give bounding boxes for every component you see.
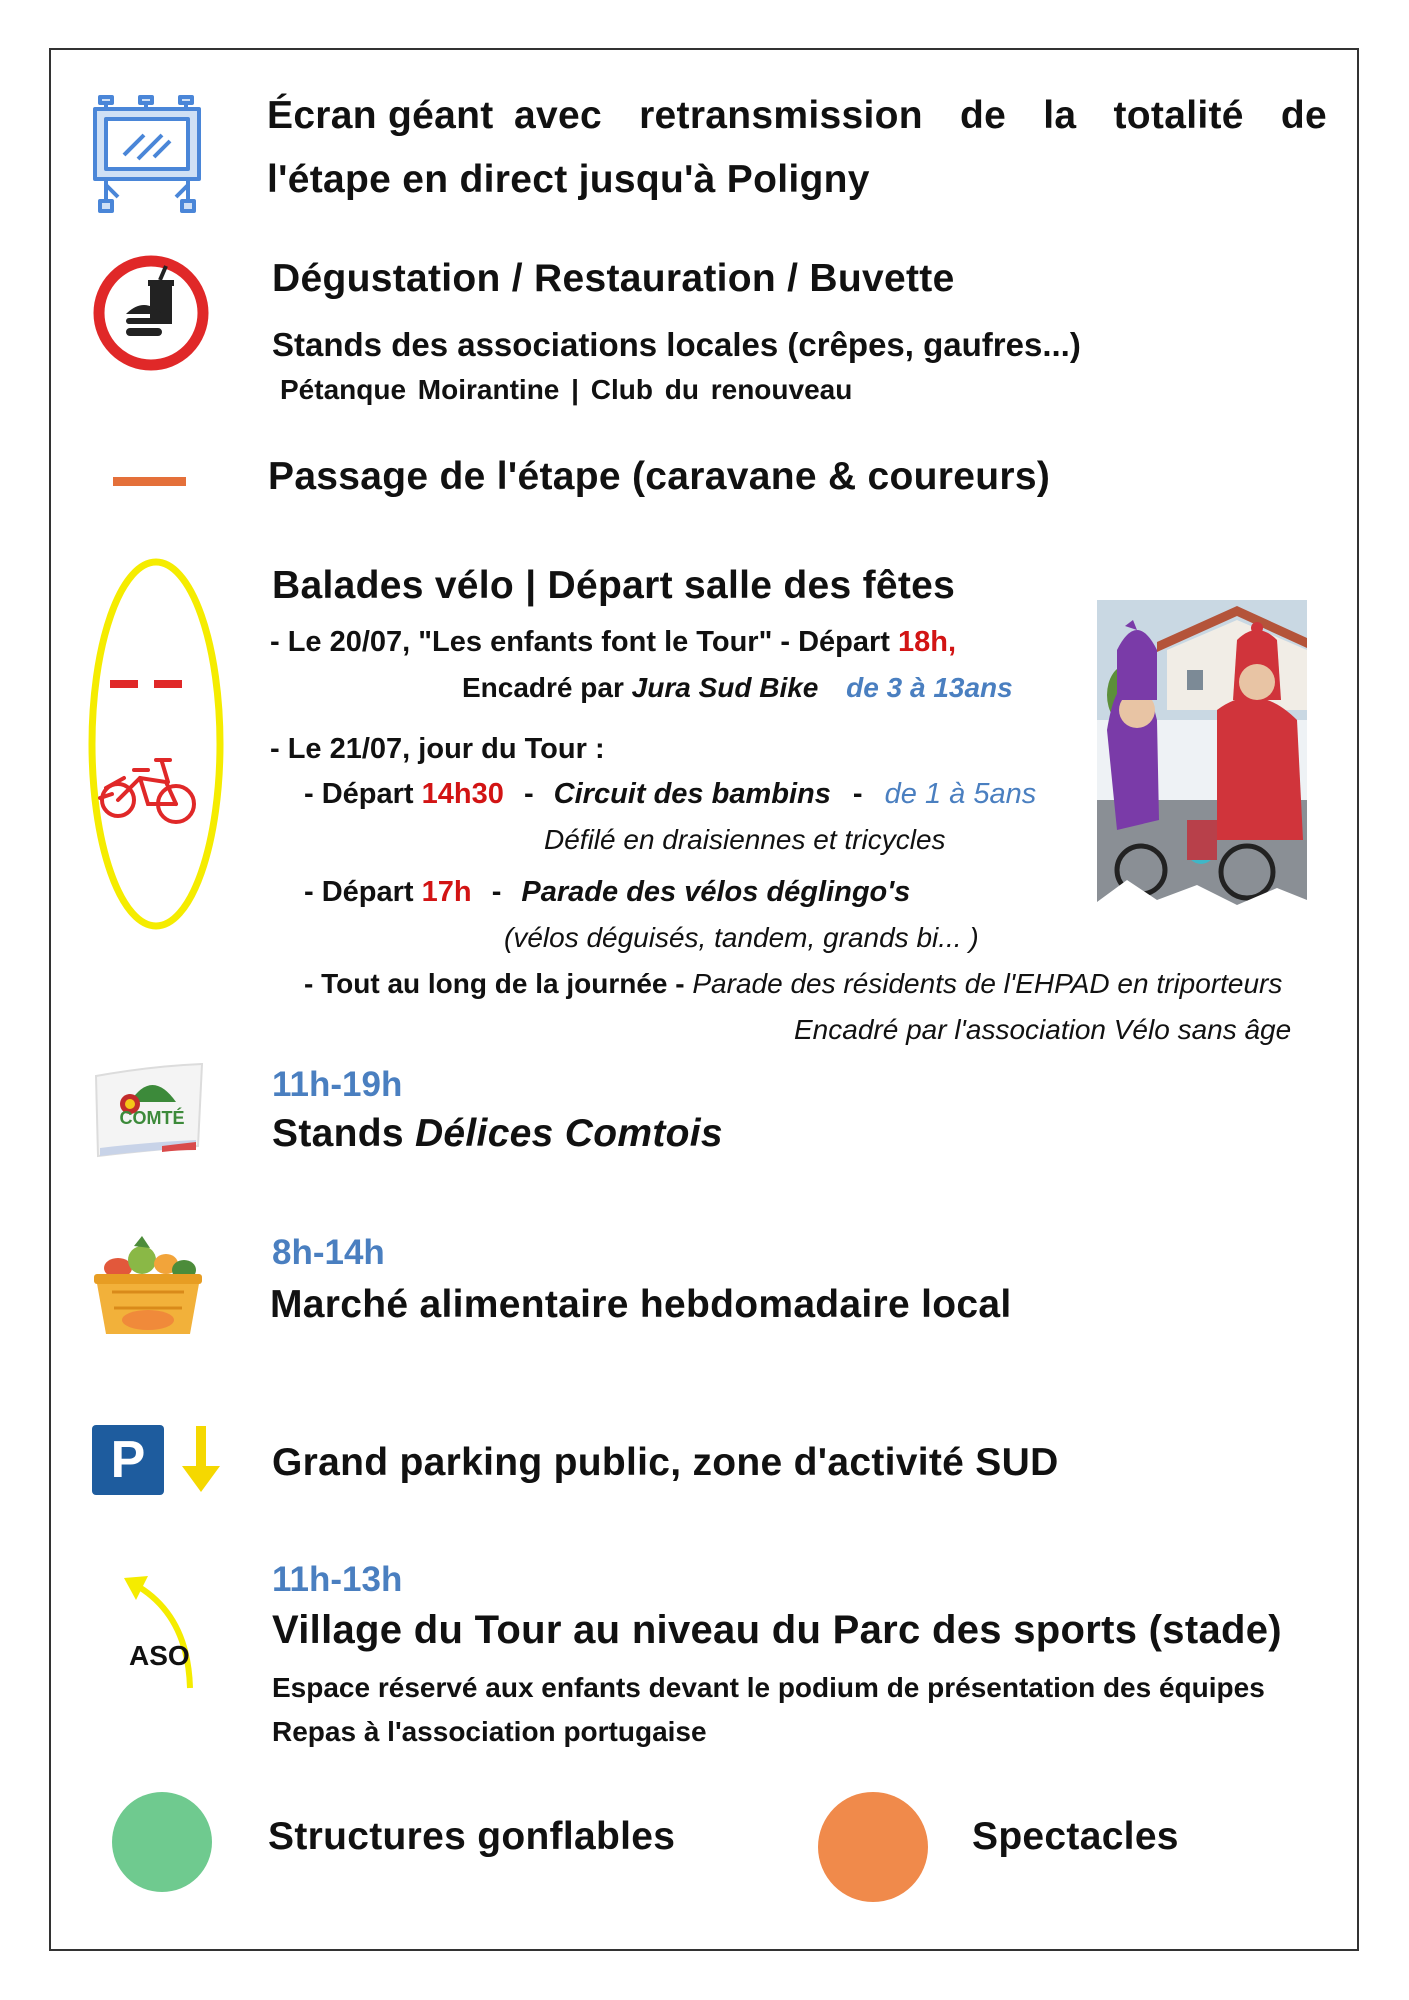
- no-food-drink-icon: [92, 254, 210, 372]
- comte-title-italic: Délices Comtois: [414, 1112, 723, 1155]
- bicycle-icon: [98, 748, 198, 828]
- billboard-screen-icon: [92, 95, 202, 213]
- comte-cheese-logo: [92, 1062, 206, 1158]
- down-arrow-icon: [178, 1426, 224, 1496]
- bike-d1-sup-prefix: Encadré par: [462, 672, 624, 703]
- bike-title: Balades vélo | Départ salle des fêtes: [272, 564, 956, 607]
- bike-d1-age: de 3 à 13ans: [846, 672, 1013, 703]
- screen-line-2: l'étape en direct jusqu'à Poligny: [267, 158, 870, 201]
- legend-shows: Spectacles: [972, 1815, 1179, 1858]
- bike-d2-b-line: [304, 876, 910, 909]
- bike-d2-b-dash: -: [491, 876, 502, 908]
- bike-d2-b-desc: (vélos déguisés, tandem, grands bi... ): [504, 922, 979, 953]
- bike-d2-b-time: 17h: [421, 876, 472, 908]
- aso-label: ASO: [129, 1640, 190, 1671]
- comte-logo-text: COMTÉ: [119, 1108, 185, 1128]
- bike-d2-a-prefix: - Départ: [304, 778, 414, 810]
- parking-sign-icon: [92, 1425, 164, 1495]
- bike-d2-title: - Le 21/07, jour du Tour :: [270, 733, 605, 765]
- vegetable-basket-icon: [92, 1236, 204, 1336]
- village-line-2: Repas à l'association portugaise: [272, 1716, 707, 1747]
- curved-arrow-icon: [118, 1574, 198, 1692]
- bike-d1-time: 18h,: [898, 626, 957, 658]
- red-dashed-line-icon: [110, 680, 182, 688]
- bike-d2-a-dash: -: [523, 778, 534, 810]
- orange-line-icon: [113, 477, 186, 486]
- village-hours: 11h-13h: [272, 1560, 403, 1599]
- bike-d2-a-line: [304, 778, 1036, 811]
- bike-d2-a-name: Circuit des bambins: [553, 778, 831, 810]
- bike-d1-prefix: - Le 20/07, "Les enfants font le Tour" - Départ: [270, 626, 890, 658]
- bike-yellow-circle: [86, 556, 226, 937]
- comte-title-prefix: Stands: [272, 1112, 404, 1155]
- market-hours: 8h-14h: [272, 1233, 385, 1272]
- parking-title: Grand parking public, zone d'activité SUD: [272, 1441, 1059, 1484]
- bike-d2-c-prefix: - Tout au long de la journée -: [304, 968, 685, 999]
- comte-hours: 11h-19h: [272, 1065, 403, 1104]
- legend-inflatables: Structures gonflables: [268, 1815, 676, 1858]
- bike-d2-a-time: 14h30: [421, 778, 504, 810]
- bike-d2-a-age: de 1 à 5ans: [884, 778, 1037, 810]
- bike-d2-c-name: Parade des résidents de l'EHPAD en triporteurs: [692, 968, 1283, 999]
- bike-d1-support: [462, 672, 1013, 704]
- bike-photo: [1097, 600, 1307, 912]
- food-associations: Pétanque Moirantine | Club du renouveau: [280, 374, 853, 405]
- screen-rest: avec retransmission de la totalité de: [513, 94, 1327, 137]
- village-title: Village du Tour au niveau du Parc des sports (stade): [272, 1608, 1282, 1652]
- parking-letter: P: [110, 1431, 146, 1489]
- orange-circle-icon: [818, 1792, 928, 1902]
- comte-title: [272, 1112, 723, 1156]
- food-subtitle: Stands des associations locales (crêpes, gaufres...): [272, 326, 1081, 363]
- screen-bold: Écran géant: [267, 94, 494, 137]
- food-title: Dégustation / Restauration / Buvette: [272, 257, 955, 300]
- bike-d1-line: [270, 626, 956, 659]
- green-circle-icon: [112, 1792, 212, 1892]
- bike-d2-a-desc: Défilé en draisiennes et tricycles: [544, 824, 946, 855]
- screen-line-1: [267, 94, 1327, 138]
- bike-d2-c-support: Encadré par l'association Vélo sans âge: [794, 1014, 1292, 1045]
- bike-d2-b-prefix: - Départ: [304, 876, 414, 908]
- stage-title: Passage de l'étape (caravane & coureurs): [268, 455, 1051, 498]
- bike-d2-c-line: [304, 968, 1282, 1000]
- bike-d1-sup-name: Jura Sud Bike: [631, 672, 819, 703]
- bike-d2-b-name: Parade des vélos déglingo's: [521, 876, 911, 908]
- village-line-1: Espace réservé aux enfants devant le podium de présentation des équipes: [272, 1672, 1265, 1703]
- bike-d2-a-dash2: -: [852, 778, 863, 810]
- market-title: Marché alimentaire hebdomadaire local: [270, 1283, 1012, 1326]
